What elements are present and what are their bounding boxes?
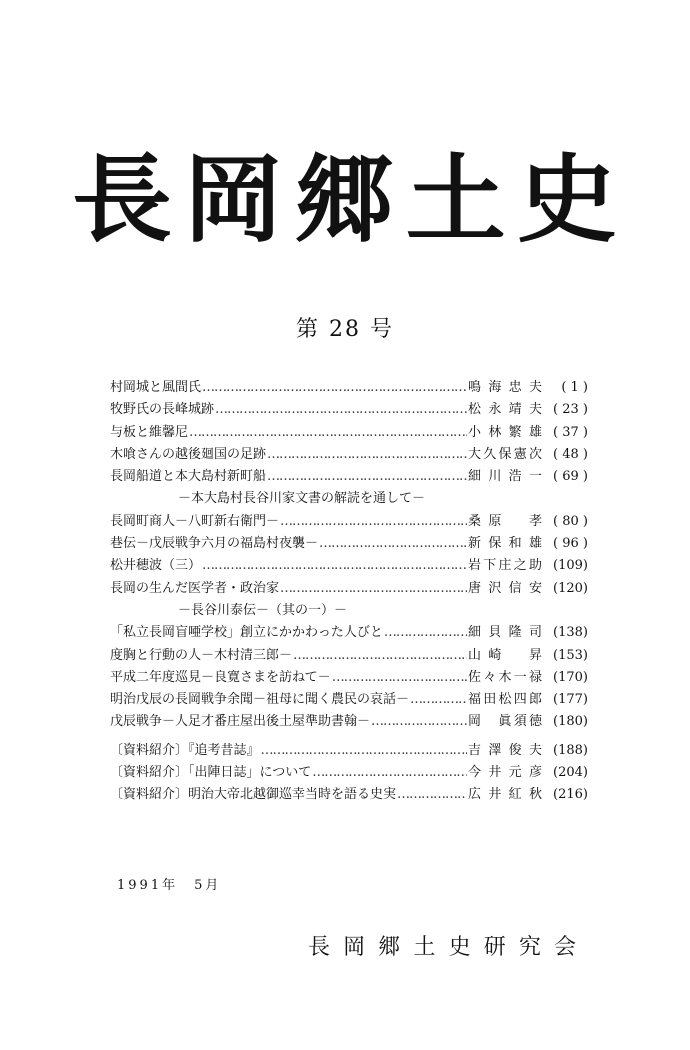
entry-author: 佐々木一禄 xyxy=(468,669,542,685)
entry-author: 桑原 孝 xyxy=(468,513,542,529)
toc-entry xyxy=(110,710,588,732)
entry-page: (120) xyxy=(553,580,588,596)
entry-author: 福田松四郎 xyxy=(468,692,542,708)
title-char: 土 xyxy=(405,143,506,256)
entry-title: 戊辰戦争－人足才番庄屋出後土屋準助書翰－ xyxy=(110,714,371,730)
leader-dots xyxy=(202,380,467,395)
leader-dots xyxy=(261,743,467,758)
leader-dots xyxy=(280,514,467,529)
publisher-char: 究 xyxy=(518,935,541,960)
entry-page: ( 23 ) xyxy=(553,402,588,418)
leader-dots xyxy=(267,469,467,484)
entry-page: ( 80 ) xyxy=(553,513,588,529)
journal-title xyxy=(72,143,617,256)
leader-dots xyxy=(215,402,467,417)
entry-title: 長岡町商人－八町新右衛門－ xyxy=(110,513,280,529)
entry-page: (170) xyxy=(553,669,588,685)
title-char: 史 xyxy=(517,143,617,256)
publisher xyxy=(308,930,576,961)
entry-author: 岩下庄之助 xyxy=(468,558,542,574)
entry-author: 大久保憲次 xyxy=(468,446,542,462)
entry-page: ( 96 ) xyxy=(553,536,588,552)
entry-title: 度胸と行動の人－木村清三郎－ xyxy=(110,647,293,663)
toc-entry xyxy=(110,421,588,443)
publisher-char: 長 xyxy=(308,935,331,960)
publisher-char: 土 xyxy=(413,935,436,960)
entry-page: (177) xyxy=(553,692,588,708)
entry-author: 新保和雄 xyxy=(468,536,542,552)
title-char: 岡 xyxy=(183,143,284,256)
entry-page: (188) xyxy=(553,742,588,758)
toc-entry xyxy=(110,465,588,487)
entry-author: 広井紅秋 xyxy=(468,787,542,803)
table-of-contents xyxy=(110,376,588,806)
entry-title: 平成二年度巡見－良寛さまを訪ねて－ xyxy=(110,669,331,685)
toc-entry xyxy=(110,688,588,710)
toc-entry xyxy=(110,666,588,688)
toc-entry xyxy=(110,621,588,643)
entry-author: 唐沢信安 xyxy=(468,580,542,596)
toc-entry xyxy=(110,510,588,532)
entry-title: 〔資料紹介〕『追考昔誌』 xyxy=(110,742,260,758)
toc-entry xyxy=(110,644,588,666)
publisher-char: 郷 xyxy=(378,935,401,960)
leader-dots xyxy=(397,787,467,802)
publisher-char: 会 xyxy=(553,935,576,960)
entry-page: (216) xyxy=(553,787,588,803)
toc-entry xyxy=(110,577,588,599)
issue-number: 第 28 号 xyxy=(296,317,394,342)
toc-entry xyxy=(110,398,588,420)
leader-dots xyxy=(319,536,467,551)
leader-dots xyxy=(280,581,467,596)
leader-dots xyxy=(267,447,467,462)
toc-entry xyxy=(110,554,588,576)
toc-entry xyxy=(110,532,588,554)
toc-entry xyxy=(110,443,588,465)
leader-dots xyxy=(202,558,467,573)
entry-title: 木喰さんの越後廻国の足跡 xyxy=(110,446,267,462)
entry-page: (153) xyxy=(553,647,588,663)
title-char: 長 xyxy=(72,143,172,256)
entry-title: 明治戊辰の長岡戦争余聞－祖母に聞く農民の哀話－ xyxy=(110,692,410,708)
entry-title: 巷伝－戊辰戦争六月の福島村夜襲－ xyxy=(110,536,319,552)
entry-title: 長岡船道と本大島村新町船 xyxy=(110,469,267,485)
entry-author: 鳴海忠夫 xyxy=(468,380,542,395)
publication-date: 1991年 5月 xyxy=(117,878,222,893)
leader-dots xyxy=(371,714,467,729)
entry-page: ( 48 ) xyxy=(553,446,588,462)
leader-dots xyxy=(384,625,467,640)
entry-title: 〔資料紹介〕「出陣日誌」について xyxy=(110,765,312,781)
publisher-char: 岡 xyxy=(343,935,366,960)
entry-page: ( 1 ) xyxy=(561,380,588,395)
leader-dots xyxy=(312,765,467,780)
leader-dots xyxy=(189,425,467,440)
toc-entry xyxy=(110,783,588,805)
entry-page: (180) xyxy=(553,714,588,730)
entry-author: 細川浩一 xyxy=(468,469,542,485)
entry-author: 小林繁雄 xyxy=(468,424,542,440)
entry-title: 「私立長岡盲唖学校」創立にかかわった人びと xyxy=(110,625,383,641)
entry-author: 吉澤俊夫 xyxy=(468,742,542,758)
entry-author: 松永靖夫 xyxy=(468,402,542,418)
entry-title: 牧野氏の長峰城跡 xyxy=(110,402,215,418)
entry-page: (109) xyxy=(553,558,588,574)
entry-author: 山崎 昇 xyxy=(468,647,542,663)
entry-subtitle: －長谷川泰伝－（其の一）－ xyxy=(178,602,348,618)
entry-title: 〔資料紹介〕明治大帝北越御巡幸当時を語る史実 xyxy=(110,787,397,803)
leader-dots xyxy=(332,670,467,685)
publisher-char: 史 xyxy=(448,935,471,960)
entry-subtitle: －本大島村長谷川家文書の解読を通して－ xyxy=(178,491,426,507)
entry-title: 与板と維馨尼 xyxy=(110,424,189,440)
toc-entry xyxy=(110,376,588,398)
leader-dots xyxy=(410,692,467,707)
entry-author: 今井元彦 xyxy=(468,765,542,781)
entry-page: ( 69 ) xyxy=(553,469,588,485)
entry-author: 細貝隆司 xyxy=(468,625,542,641)
entry-page: ( 37 ) xyxy=(553,424,588,440)
entry-title: 村岡城と風間氏 xyxy=(110,380,202,395)
entry-title: 長岡の生んだ医学者・政治家 xyxy=(110,580,280,596)
leader-dots xyxy=(293,648,467,663)
entry-author: 岡 眞須徳 xyxy=(468,714,542,730)
entry-page: (138) xyxy=(553,625,588,641)
entry-page: (204) xyxy=(553,765,588,781)
toc-entry xyxy=(110,739,588,761)
entry-title: 松井穂波（三） xyxy=(110,558,202,574)
toc-entry xyxy=(110,761,588,783)
publisher-char: 研 xyxy=(483,935,506,960)
title-char: 郷 xyxy=(294,143,395,256)
